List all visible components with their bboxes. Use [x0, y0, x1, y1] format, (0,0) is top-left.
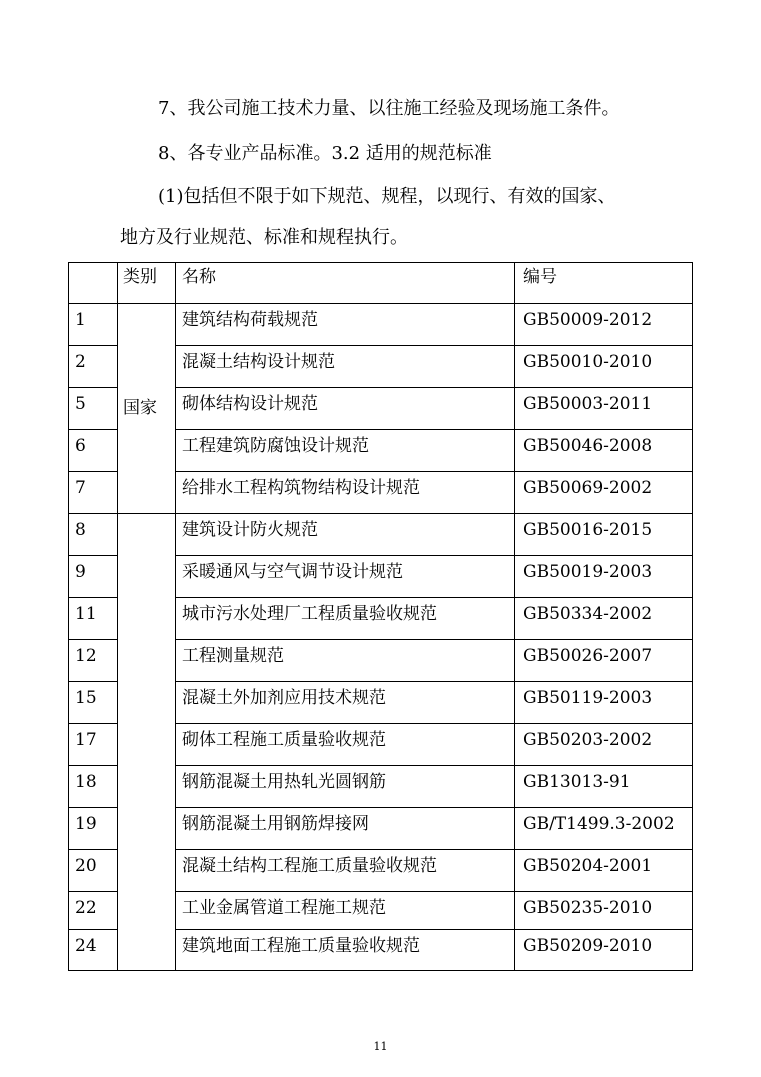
row-standard-code: GB50046-2008	[523, 436, 653, 456]
table-row-line	[175, 849, 693, 850]
row-standard-name: 建筑结构荷载规范	[182, 310, 318, 330]
row-standard-code: GB50203-2002	[523, 730, 653, 750]
row-standard-name: 采暖通风与空气调节设计规范	[182, 562, 403, 582]
table-header-divider	[68, 303, 693, 304]
row-standard-name: 建筑设计防火规范	[182, 520, 318, 540]
row-standard-code: GB13013-91	[523, 772, 631, 792]
row-number: 9	[75, 562, 86, 582]
row-number: 8	[75, 520, 86, 540]
row-standard-code: GB50069-2002	[523, 478, 653, 498]
row-number: 18	[75, 772, 97, 792]
table-row-line	[175, 723, 693, 724]
table-group-line	[117, 513, 176, 514]
row-number: 20	[75, 856, 97, 876]
row-standard-code: GB50003-2011	[523, 394, 653, 414]
table-row-line	[68, 970, 118, 971]
table-divider-category	[117, 262, 118, 971]
row-standard-name: 城市污水处理厂工程质量验收规范	[182, 604, 437, 624]
table-row-line	[68, 929, 118, 930]
row-standard-code: GB/T1499.3-2002	[523, 814, 675, 834]
header-category: 类别	[123, 267, 157, 287]
paragraph-scope-continued: 地方及行业规范、标准和规程执行。	[120, 227, 408, 248]
row-number: 1	[75, 310, 86, 330]
category-label: 国家	[123, 398, 157, 418]
table-row-line	[175, 513, 693, 514]
paragraph-item-7: 7、我公司施工技术力量、以往施工经验及现场施工条件。	[158, 98, 620, 119]
header-code: 编号	[523, 267, 557, 287]
row-standard-code: GB50016-2015	[523, 520, 653, 540]
table-row-line	[68, 891, 118, 892]
row-number: 5	[75, 394, 86, 414]
row-standard-name: 工程建筑防腐蚀设计规范	[182, 436, 369, 456]
table-group-line	[117, 970, 176, 971]
row-standard-code: GB50119-2003	[523, 688, 653, 708]
row-standard-name: 混凝土外加剂应用技术规范	[182, 688, 386, 708]
row-number: 22	[75, 898, 97, 918]
table-row-line	[68, 723, 118, 724]
table-border-top	[68, 262, 693, 263]
table-row-line	[68, 555, 118, 556]
table-row-line	[68, 387, 118, 388]
row-standard-name: 砌体工程施工质量验收规范	[182, 730, 386, 750]
table-row-line	[68, 513, 118, 514]
page-number: 11	[373, 1040, 388, 1053]
table-row-line	[175, 765, 693, 766]
row-standard-code: GB50019-2003	[523, 562, 653, 582]
row-standard-name: 工业金属管道工程施工规范	[182, 898, 386, 918]
table-row-line	[175, 597, 693, 598]
table-divider-code	[514, 262, 515, 971]
table-row-line	[68, 639, 118, 640]
table-row-line	[68, 597, 118, 598]
table-divider-name	[175, 262, 176, 971]
table-border-right	[692, 262, 693, 971]
table-row-line	[68, 429, 118, 430]
table-row-line	[175, 891, 693, 892]
row-number: 11	[75, 604, 97, 624]
table-row-line	[175, 387, 693, 388]
row-standard-name: 砌体结构设计规范	[182, 394, 318, 414]
paragraph-item-8: 8、各专业产品标准。3.2 适用的规范标准	[158, 143, 492, 164]
table-row-line	[175, 681, 693, 682]
row-number: 19	[75, 814, 97, 834]
table-row-line	[175, 345, 693, 346]
row-standard-code: GB50235-2010	[523, 898, 653, 918]
table-border-left	[68, 262, 69, 971]
table-row-line	[68, 471, 118, 472]
row-standard-code: GB50209-2010	[523, 936, 653, 956]
row-standard-name: 钢筋混凝土用热轧光圆钢筋	[182, 772, 386, 792]
row-number: 7	[75, 478, 86, 498]
row-number: 2	[75, 352, 86, 372]
paragraph-scope: (1)包括但不限于如下规范、规程，以现行、有效的国家、	[158, 186, 616, 207]
table-row-line	[175, 555, 693, 556]
table-row-line	[68, 681, 118, 682]
table-row-line	[175, 639, 693, 640]
row-number: 6	[75, 436, 86, 456]
table-row-line	[68, 849, 118, 850]
row-standard-code: GB50334-2002	[523, 604, 653, 624]
row-standard-code: GB50010-2010	[523, 352, 653, 372]
table-row-line	[175, 807, 693, 808]
row-number: 15	[75, 688, 97, 708]
row-number: 24	[75, 936, 97, 956]
row-standard-name: 钢筋混凝土用钢筋焊接网	[182, 814, 369, 834]
row-standard-code: GB50026-2007	[523, 646, 653, 666]
row-standard-name: 建筑地面工程施工质量验收规范	[182, 936, 420, 956]
header-name: 名称	[182, 267, 216, 287]
table-row-line	[175, 471, 693, 472]
row-standard-name: 混凝土结构工程施工质量验收规范	[182, 856, 437, 876]
table-row-line	[68, 345, 118, 346]
table-row-line	[175, 429, 693, 430]
row-standard-name: 给排水工程构筑物结构设计规范	[182, 478, 420, 498]
row-standard-code: GB50009-2012	[523, 310, 653, 330]
row-number: 17	[75, 730, 97, 750]
row-number: 12	[75, 646, 97, 666]
row-standard-name: 工程测量规范	[182, 646, 284, 666]
row-standard-code: GB50204-2001	[523, 856, 653, 876]
table-row-line	[68, 765, 118, 766]
row-standard-name: 混凝土结构设计规范	[182, 352, 335, 372]
table-row-line	[175, 929, 693, 930]
table-row-line	[175, 970, 693, 971]
table-row-line	[68, 807, 118, 808]
